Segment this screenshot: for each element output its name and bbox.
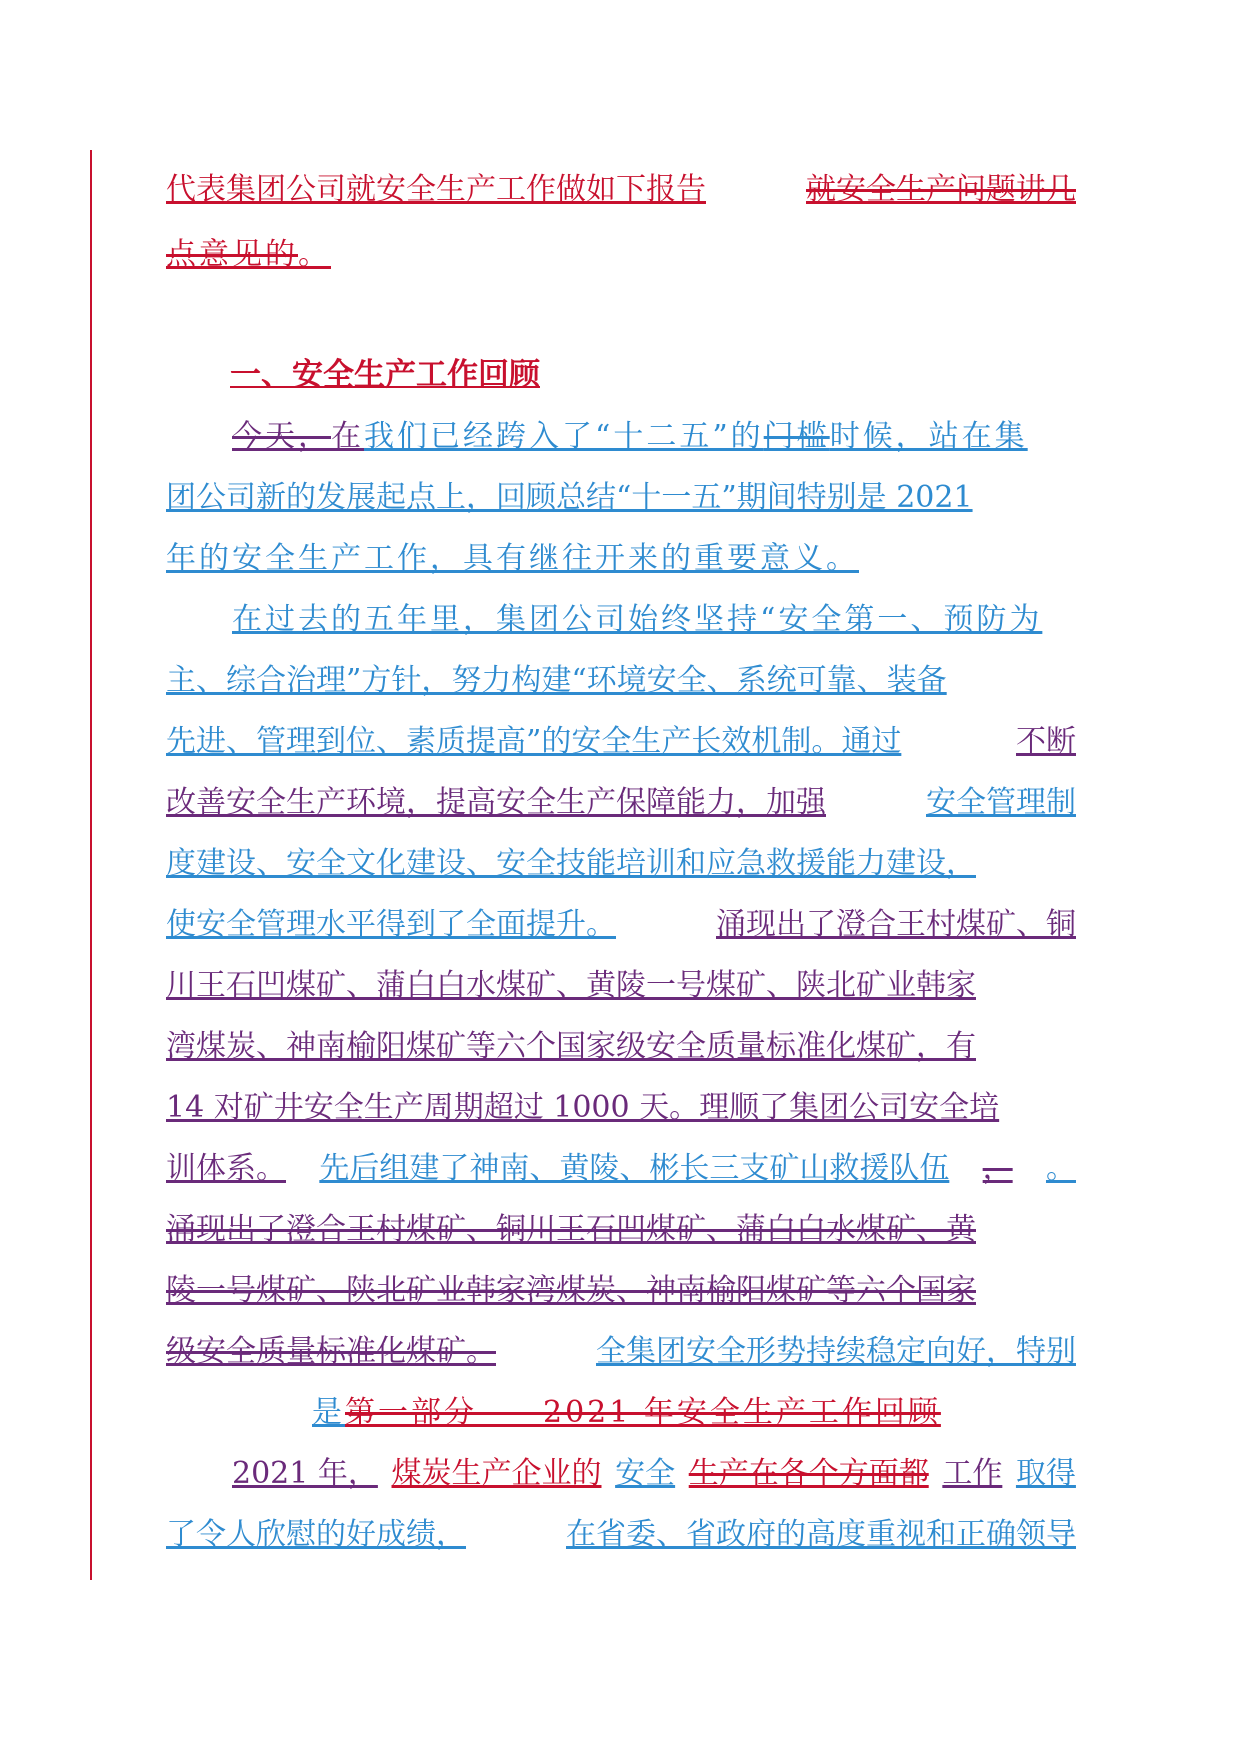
text-segment: 。 — [1045, 1151, 1076, 1186]
text-segment: 级安全质量标准化煤矿。 — [166, 1334, 496, 1369]
text-segment: 第一部分 2021 年安全生产工作回顾 — [345, 1395, 941, 1430]
text-line — [312, 1391, 1012, 1435]
text-line — [166, 964, 1076, 1008]
text-segment: 年的安全生产工作，具有继往开来的重要意义。 — [166, 541, 859, 576]
text-segment: 度建设、安全文化建设、安全技能培训和应急救援能力建设， — [166, 846, 976, 881]
text-segment: 生产在各个方面都 — [688, 1456, 929, 1491]
text-segment: 使安全管理水平得到了全面提升。 — [166, 907, 616, 942]
text-segment: ， — [982, 1151, 1013, 1186]
text-segment: 工作 — [942, 1456, 1003, 1491]
section-heading — [230, 353, 540, 397]
revision-margin-bar — [90, 150, 92, 1580]
text-segment: 安全 — [615, 1456, 676, 1491]
text-line — [166, 659, 1076, 703]
text-segment: 陵一号煤矿、陕北矿业韩家湾煤炭、神南榆阳煤矿等六个国家 — [166, 1273, 976, 1308]
text-segment: 先后组建了神南、黄陵、彬长三支矿山救援队伍 — [319, 1151, 950, 1186]
text-segment: 川王石凹煤矿、蒲白白水煤矿、黄陵一号煤矿、陕北矿业韩家 — [166, 968, 976, 1003]
text-segment: 在省委、省政府的高度重视和正确领导 — [566, 1517, 1076, 1552]
text-line — [166, 1086, 1076, 1130]
text-line — [166, 720, 1076, 764]
text-segment: 代表集团公司就安全生产工作做如下报告 — [166, 172, 706, 207]
text-segment: 了令人欣慰的好成绩， — [166, 1517, 466, 1552]
text-line — [166, 842, 1076, 886]
text-segment: 时候，站在集 — [829, 419, 1028, 454]
text-line — [166, 1208, 1076, 1252]
text-segment: 门槛 — [763, 419, 830, 454]
text-segment: 安全管理制 — [926, 785, 1076, 820]
text-line — [166, 1025, 1076, 1069]
text-segment: 涌现出了澄合王村煤矿、铜川王石凹煤矿、蒲白白水煤矿、黄 — [166, 1212, 976, 1247]
text-segment: 今天， — [232, 419, 331, 454]
text-line — [166, 233, 1076, 277]
text-segment: 湾煤炭、神南榆阳煤矿等六个国家级安全质量标准化煤矿，有 — [166, 1029, 976, 1064]
text-segment: 2021 年， — [232, 1456, 378, 1491]
text-segment: 煤炭生产企业的 — [391, 1456, 602, 1491]
text-line — [166, 1269, 1076, 1313]
text-line — [166, 537, 1076, 581]
text-line — [166, 168, 1076, 212]
text-segment: 不断 — [1016, 724, 1076, 759]
text-line — [166, 781, 1076, 825]
text-line — [166, 1513, 1076, 1557]
text-segment: 就安全生产问题讲几 — [806, 172, 1076, 207]
text-line — [166, 903, 1076, 947]
text-segment: 在 — [331, 419, 364, 454]
text-segment: 主、综合治理”方针，努力构建“环境安全、系统可靠、装备 — [166, 663, 947, 698]
text-segment: 。 — [298, 237, 331, 272]
text-segment: 改善安全生产环境，提高安全生产保障能力，加强 — [166, 785, 826, 820]
text-segment: 训体系。 — [166, 1151, 286, 1186]
text-segment: 的 — [265, 237, 298, 272]
text-segment: 14 对矿井安全生产周期超过 1000 天。理顺了集团公司安全培 — [166, 1090, 1000, 1125]
text-line — [232, 598, 1076, 642]
text-line — [166, 476, 1076, 520]
text-segment: 在过去的五年里，集团公司始终坚持“安全第一、预防为 — [232, 602, 1043, 637]
text-segment: 全集团安全形势持续稳定向好，特别 — [596, 1334, 1076, 1369]
text-segment: 取得 — [1015, 1456, 1076, 1491]
text-line — [232, 415, 1076, 459]
text-segment: 点意见 — [166, 237, 265, 272]
text-segment: 一、安全生产工作回顾 — [230, 357, 540, 393]
text-line — [166, 1147, 1076, 1191]
text-segment: 是 — [312, 1395, 345, 1430]
text-segment: 先进、管理到位、素质提高”的安全生产长效机制。通过 — [166, 724, 902, 759]
text-segment: 涌现出了澄合王村煤矿、铜 — [716, 907, 1076, 942]
text-segment: 我们已经跨入了“十二五”的 — [364, 419, 764, 454]
text-line — [232, 1452, 1076, 1496]
text-segment: 团公司新的发展起点上，回顾总结“十一五”期间特别是 2021 — [166, 480, 973, 515]
text-line — [166, 1330, 1076, 1374]
